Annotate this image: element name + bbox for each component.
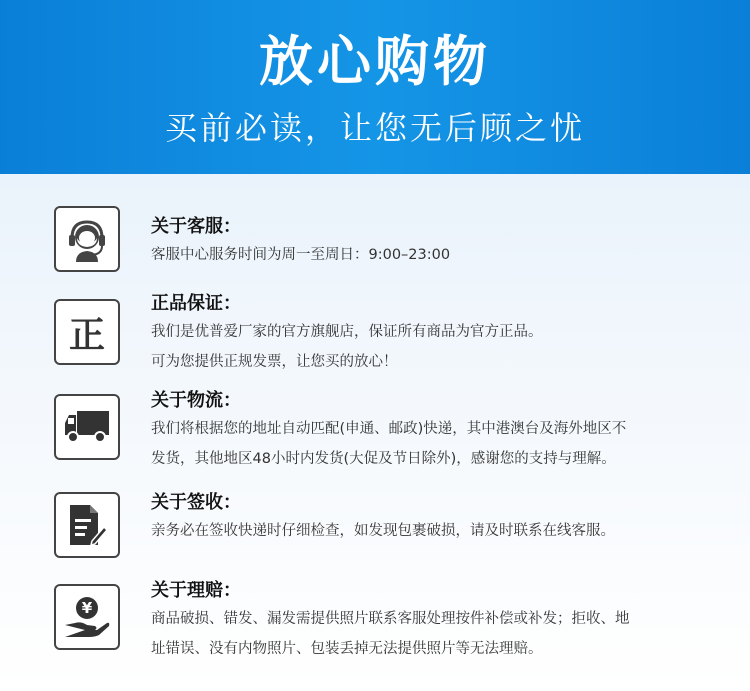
item-title: 关于客服： [151,216,241,237]
item-line: 我们将根据您的地址自动匹配(申通、邮政)快递，其中港澳台及海外地区不 [151,421,627,437]
yen-hand-icon [54,584,120,650]
item-title: 正品保证： [151,293,241,314]
list-item-genuine [0,293,750,394]
list-item-claims [0,580,750,684]
item-line: 我们是优普爱厂家的官方旗舰店，保证所有商品为官方正品。 [151,324,543,340]
sign-document-icon [54,492,120,558]
yen-glyph: ¥ [81,599,93,617]
item-title: 关于物流： [151,390,241,411]
header-banner [0,0,750,174]
genuine-icon-glyph: 正 [68,314,105,356]
item-title: 关于理赔： [151,580,241,601]
item-line: 可为您提供正规发票，让您买的放心！ [151,354,398,370]
item-line: 址错误、没有内物照片、包装丢掉无法提供照片等无法理赔。 [151,641,543,657]
item-line: 亲务必在签收快递时仔细检查，如发现包裹破损，请及时联系在线客服。 [151,523,615,539]
text-block [151,388,710,474]
item-title: 关于签收： [151,492,241,513]
text-block [151,578,710,664]
truck-icon [54,394,120,460]
list-item-customer-service [0,204,750,299]
notice-list [0,174,750,691]
page-title: 放心购物 [259,30,491,93]
list-item-logistics [0,390,750,492]
item-line: 发货，其他地区48小时内发货(大促及节日除外)，感谢您的支持与理解。 [151,451,616,467]
headset-icon [54,206,120,272]
text-block [151,291,710,377]
item-line: 客服中心服务时间为周一至周日：9:00–23:00 [151,247,451,263]
text-block [151,490,710,546]
genuine-icon [54,299,120,365]
list-item-signing [0,492,750,584]
page-subtitle: 买前必读，让您无后顾之忧 [164,109,585,147]
item-line: 商品破损、错发、漏发需提供照片联系客服处理按件补偿或补发；拒收、地 [151,611,630,627]
text-block [151,214,710,270]
